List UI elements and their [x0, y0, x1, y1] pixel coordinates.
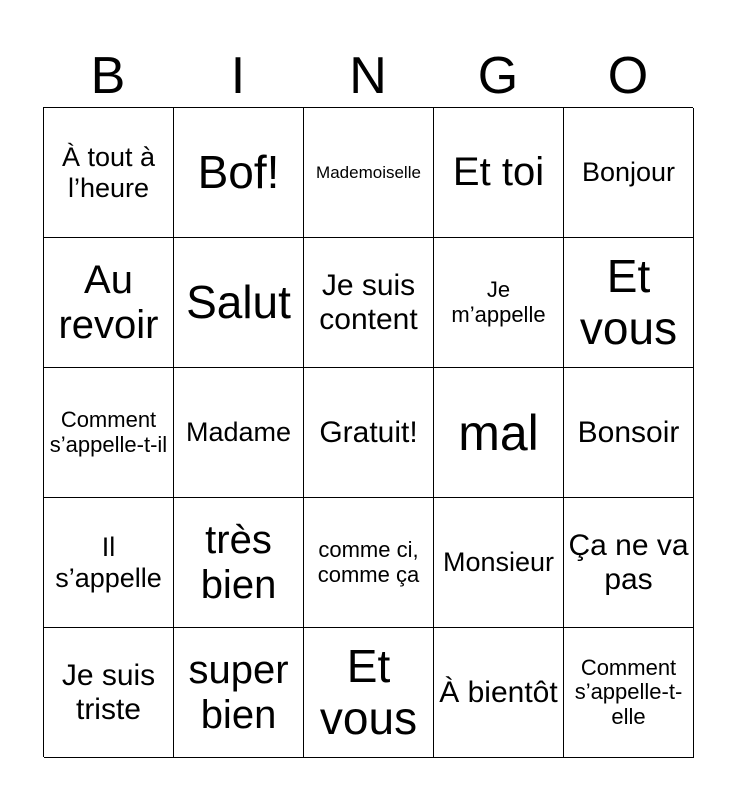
bingo-cell[interactable]: Bof! — [174, 108, 304, 238]
bingo-cell[interactable]: Monsieur — [434, 498, 564, 628]
bingo-cell[interactable]: Ça ne va pas — [564, 498, 694, 628]
bingo-cell[interactable]: Je suis triste — [44, 628, 174, 758]
bingo-card-grid — [43, 107, 693, 757]
bingo-cell[interactable]: mal — [434, 368, 564, 498]
bingo-cell[interactable]: Je suis content — [304, 238, 434, 368]
header-letter-n: N — [349, 47, 387, 105]
header-letter-i: I — [230, 47, 246, 105]
bingo-cell[interactable]: très bien — [174, 498, 304, 628]
bingo-cell[interactable]: Et vous — [564, 238, 694, 368]
bingo-cell[interactable]: Il s’appelle — [44, 498, 174, 628]
header-letter-b: B — [90, 47, 126, 105]
bingo-cell[interactable]: Comment s’appelle-t-il — [44, 368, 174, 498]
bingo-cell[interactable]: Gratuit! — [304, 368, 434, 498]
header-letter-o: O — [607, 47, 649, 105]
bingo-cell[interactable]: Et vous — [304, 628, 434, 758]
bingo-cell[interactable]: Bonjour — [564, 108, 694, 238]
bingo-header — [43, 44, 693, 108]
bingo-cell[interactable]: Au revoir — [44, 238, 174, 368]
bingo-cell[interactable]: Comment s’appelle-t-elle — [564, 628, 694, 758]
bingo-cell[interactable]: Salut — [174, 238, 304, 368]
bingo-cell[interactable]: À tout à l’heure — [44, 108, 174, 238]
bingo-cell[interactable]: À bientôt — [434, 628, 564, 758]
bingo-cell[interactable]: comme ci, comme ça — [304, 498, 434, 628]
header-letter-g: G — [477, 47, 519, 105]
bingo-cell[interactable]: Madame — [174, 368, 304, 498]
bingo-cell[interactable]: super bien — [174, 628, 304, 758]
bingo-cell[interactable]: Et toi — [434, 108, 564, 238]
bingo-cell[interactable]: Mademoiselle — [304, 108, 434, 238]
bingo-cell[interactable]: Bonsoir — [564, 368, 694, 498]
bingo-cell[interactable]: Je m’appelle — [434, 238, 564, 368]
